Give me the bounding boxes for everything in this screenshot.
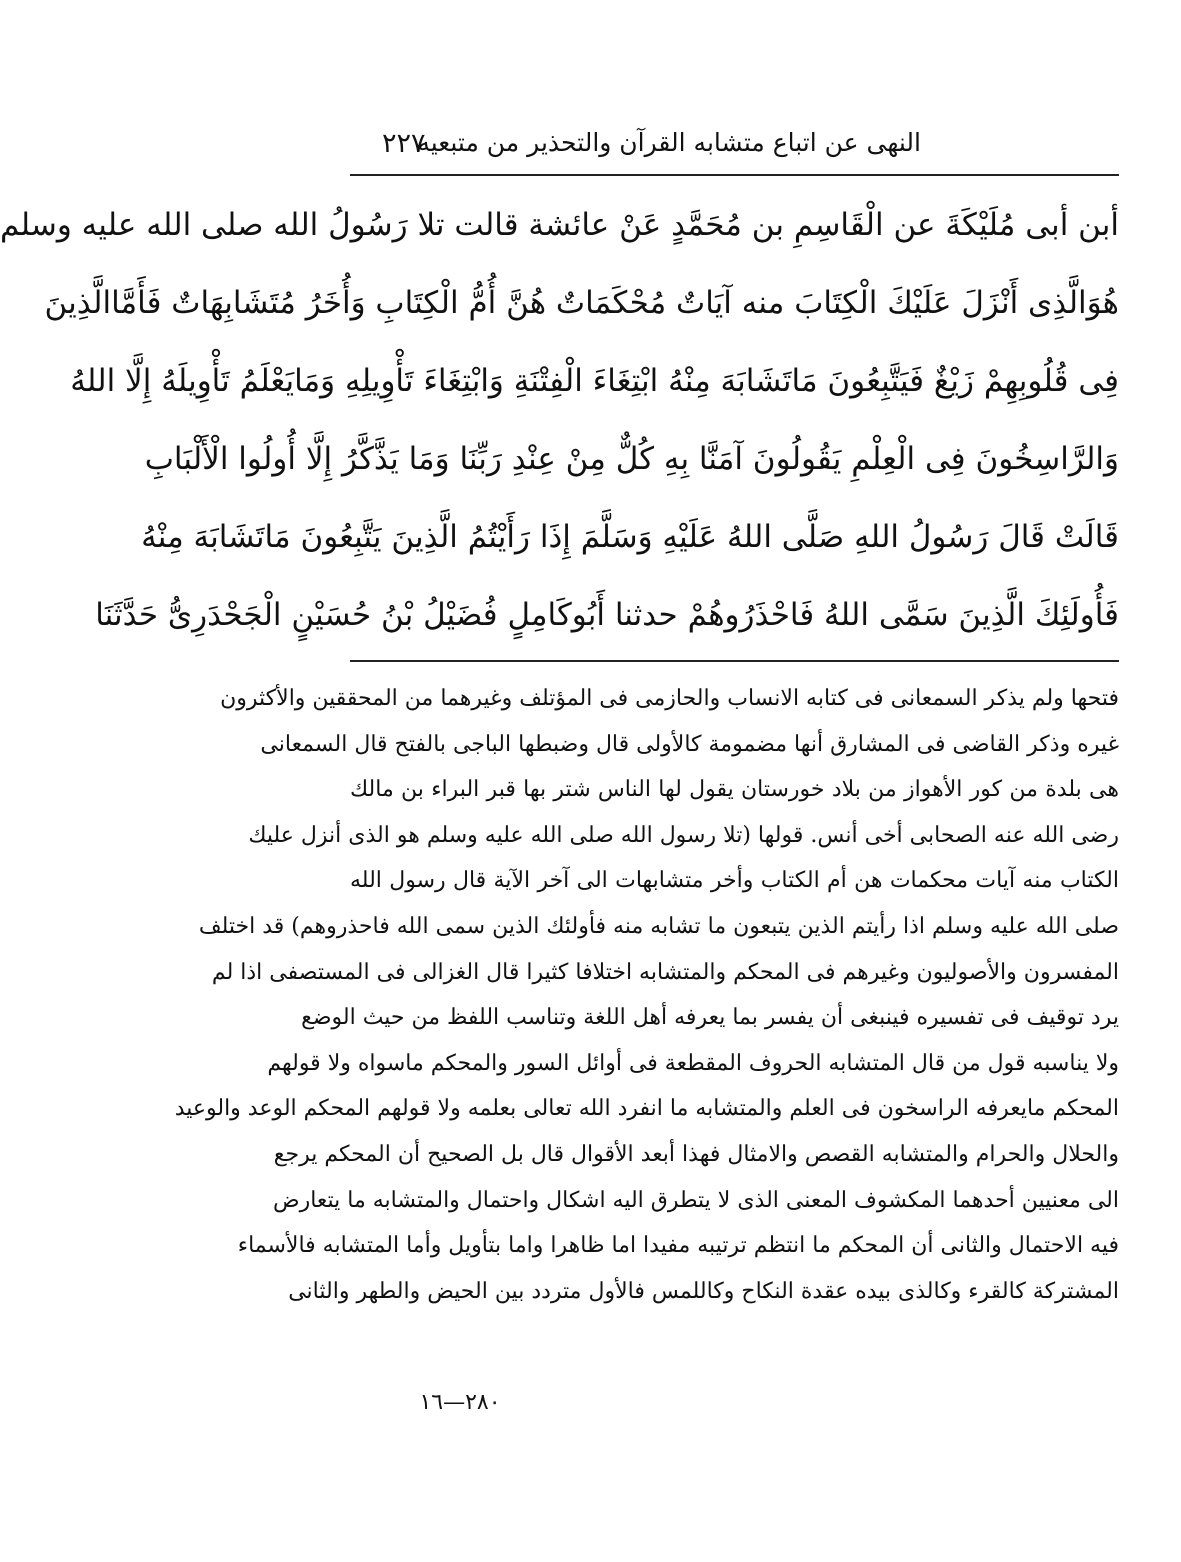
header-title: النهى عن اتباع متشابه القرآن والتحذير من متبعيه [417, 128, 921, 157]
commentary-line: صلى الله عليه وسلم اذا رأيتم الذين يتبعون ما تشابه منه فأولئك الذين سمى الله فاحذروهم) قد اختلف [198, 913, 1119, 939]
commentary-line: المحكم مايعرفه الراسخون فى العلم والمتشابه ما انفرد الله تعالى بعلمه ولا قولهم المحكم الوعد والوعيد [174, 1096, 1119, 1122]
running-header [352, 120, 1111, 174]
section-divider-rule [350, 660, 1119, 662]
commentary-text-block [174, 676, 1119, 1314]
commentary-line: فتحها ولم يذكر السمعانى فى كتابه الانساب والحازمى فى المؤتلف وغيرهما من المحققين والأكثرون [220, 686, 1119, 711]
printer-signature: ٢٨٠—١٦ [419, 1390, 501, 1415]
commentary-line: فيه الاحتمال والثانى أن المحكم ما انتظم ترتيبه مفيدا اما ظاهرا واما بتأويل وأما المتشابه فالأسماء [237, 1233, 1119, 1259]
header-rule [350, 174, 1119, 176]
page-number: ٢٢٧ [382, 128, 426, 159]
hadith-line: وَالرَّاسِخُونَ فِى الْعِلْمِ يَقُولُونَ آمَنَّا بِهِ كُلٌّ مِنْ عِنْدِ رَبِّنَا وَمَا يَذَّكَّرُ إِلَّا أُولُوا الْأَلْبَابِ [144, 441, 1119, 477]
commentary-line: والحلال والحرام والمتشابه القصص والامثال فهذا أبعد الأقوال قال بل الصحيح أن المحكم يرجع [273, 1141, 1119, 1167]
commentary-line: المشتركة كالقرء وكالذى بيده عقدة النكاح وكاللمس فالأول متردد بين الحيض والطهر والثانى [288, 1278, 1119, 1304]
hadith-text-block [0, 186, 1119, 654]
hadith-line: فِى قُلُوبِهِمْ زَيْغٌ فَيَتَّبِعُونَ مَاتَشَابَهَ مِنْهُ ابْتِغَاءَ الْفِتْنَةِ وَابْتِغَاءَ تَأْوِيلِهِ وَمَايَعْلَمُ تَأْوِيلَهُ إِلَّا اللهُ [70, 363, 1119, 399]
hadith-line: أبن أبى مُلَيْكَةَ عن الْقَاسِمِ بن مُحَمَّدٍ عَنْ عائشة قالت تلا رَسُولُ الله صلى الله عليه وسلم [0, 207, 1119, 243]
commentary-line: المفسرون والأصوليون وغيرهم فى المحكم والمتشابه اختلافا كثيرا قال الغزالى فى المستصفى اذا لم [211, 959, 1119, 985]
commentary-line: غيره وذكر القاضى فى المشارق أنها مضمومة كالأولى قال وضبطها الباجى بالفتح قال السمعانى [260, 731, 1119, 757]
commentary-line: ولا يناسبه قول من قال المتشابه الحروف المقطعة فى أوائل السور والمحكم ماسواه ولا قولهم [267, 1050, 1119, 1076]
commentary-line: يرد توقيف فى تفسيره فينبغى أن يفسر بما يعرفه أهل اللغة وتناسب اللفظ من حيث الوضع [301, 1005, 1119, 1031]
commentary-line: رضى الله عنه الصحابى أخى أنس. قولها (تلا رسول الله صلى الله عليه وسلم هو الذى أنزل عليك [248, 822, 1119, 848]
hadith-line: فَأُولَئِكَ الَّذِينَ سَمَّى اللهُ فَاحْذَرُوهُمْ حدثنا أَبُوكَامِلٍ فُضَيْلُ بْنُ حُسَيْنٍ الْجَحْدَرِىُّ حَدَّثَنَا [95, 597, 1119, 633]
commentary-line: هى بلدة من كور الأهواز من بلاد خورستان يقول لها الناس شتر بها قبر البراء بن مالك [350, 777, 1119, 803]
hadith-line: هُوَالَّذِى أَنْزَلَ عَلَيْكَ الْكِتَابَ منه آيَاتٌ مُحْكَمَاتٌ هُنَّ أُمُّ الْكِتَابِ وَأُخَرُ مُتَشَابِهَاتٌ فَأَمَّاالَّذِينَ [44, 285, 1119, 321]
commentary-line: الكتاب منه آيات محكمات هن أم الكتاب وأخر متشابهات الى آخر الآية قال رسول الله [350, 868, 1119, 894]
commentary-line: الى معنيين أحدهما المكشوف المعنى الذى لا يتطرق اليه اشكال واحتمال والمتشابه ما يتعارض [272, 1187, 1119, 1213]
hadith-line: قَالَتْ قَالَ رَسُولُ اللهِ صَلَّى اللهُ عَلَيْهِ وَسَلَّمَ إِذَا رَأَيْتُمُ الَّذِينَ يَتَّبِعُونَ مَاتَشَابَهَ مِنْهُ [141, 519, 1119, 555]
